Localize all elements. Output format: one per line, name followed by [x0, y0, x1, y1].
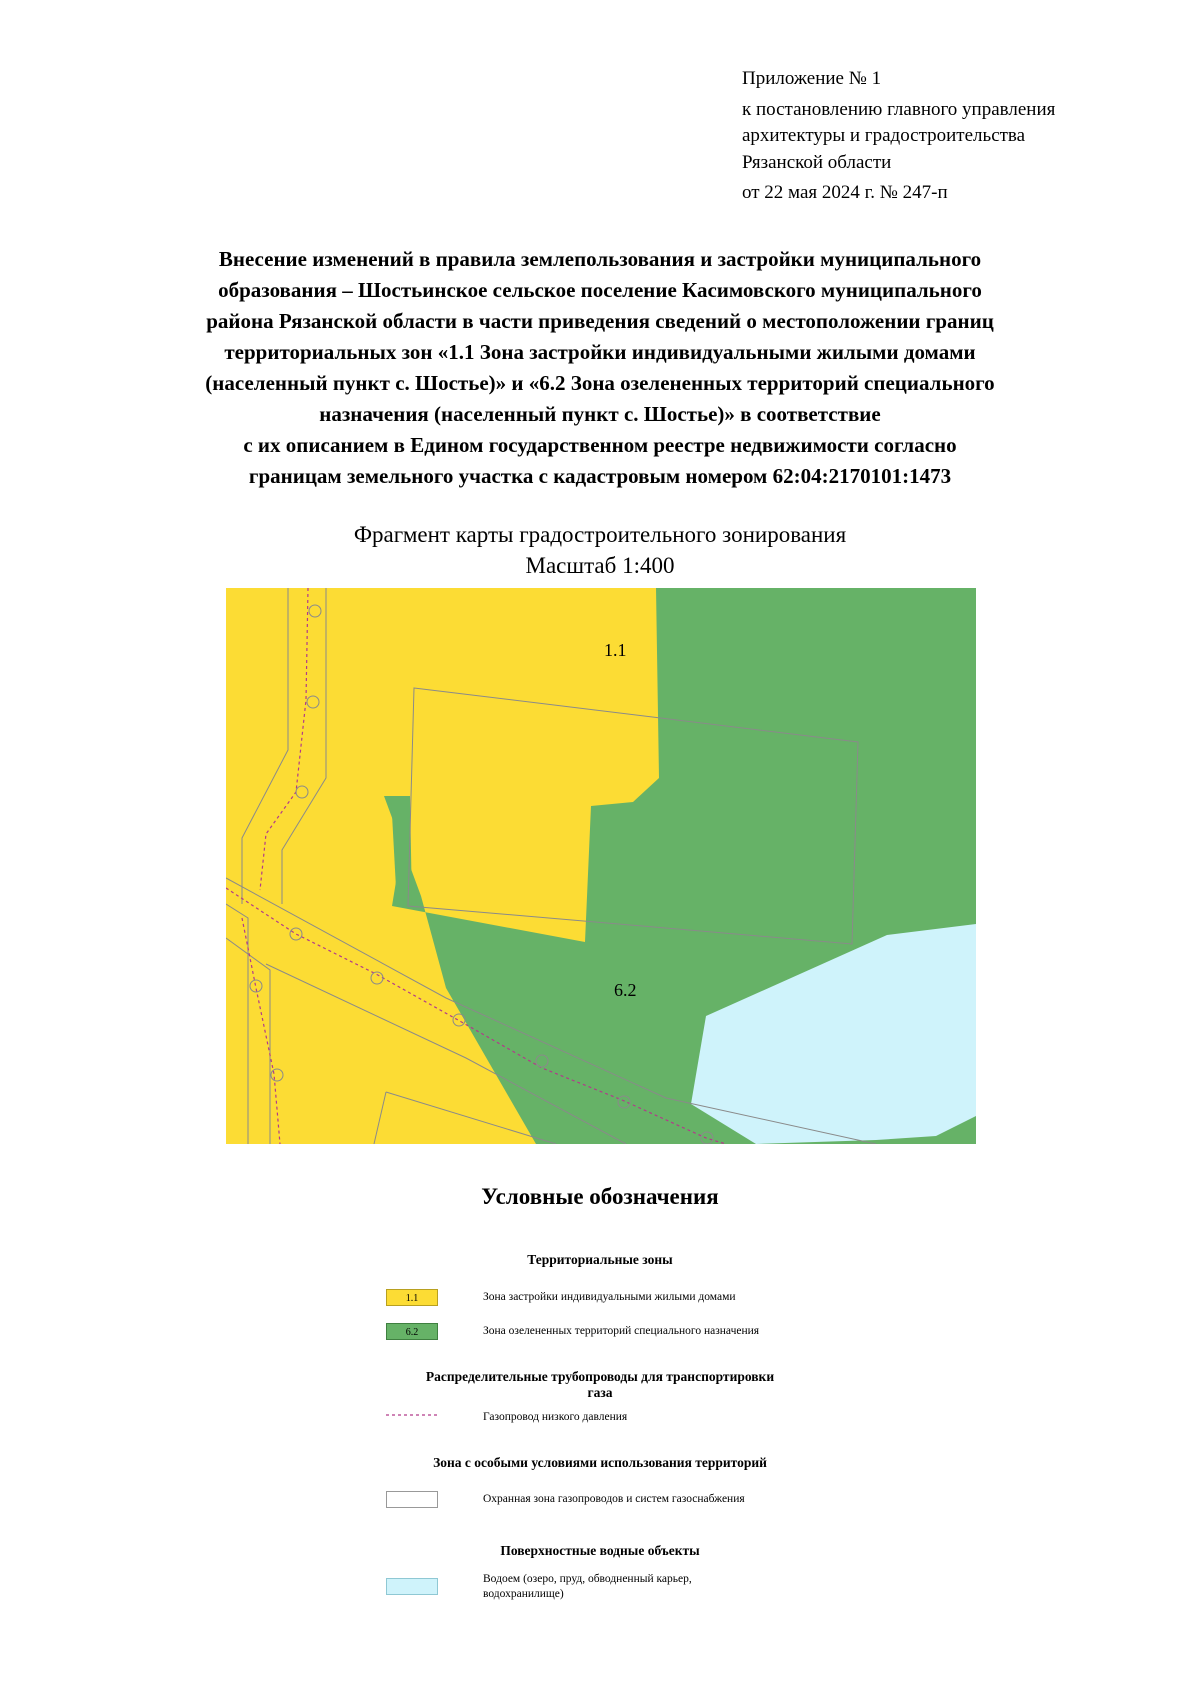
appendix-line: архитектуры и градостроительства — [742, 125, 1026, 146]
appendix-line: Рязанской области — [742, 151, 892, 173]
legend-gas-pipeline-symbol — [386, 1410, 440, 1420]
title-line: территориальных зон «1.1 Зона застройки индивидуальными жилыми домами — [224, 340, 976, 364]
zone-label-green: 6.2 — [614, 980, 637, 1000]
title-line: района Рязанской области в части приведения сведений о местоположении границ — [206, 309, 994, 333]
title-line: назначения (населенный пункт с. Шостье)» в соответствие — [319, 402, 881, 426]
title-line: (населенный пункт с. Шостье)» и «6.2 Зона озелененных территорий специального — [205, 371, 995, 395]
map-scale: Масштаб 1:400 — [525, 553, 675, 578]
legend-label-residential: Зона застройки индивидуальными жилыми домами — [483, 1291, 736, 1303]
legend-title: Условные обозначения — [481, 1184, 719, 1209]
legend-section-water: Поверхностные водные объекты — [500, 1543, 700, 1558]
zoning-map-canvas — [226, 588, 976, 1144]
legend-label-water-line: Водоем (озеро, пруд, обводненный карьер, — [483, 1573, 692, 1585]
legend-section-special-zones: Зона с особыми условиями использования территорий — [433, 1455, 767, 1470]
appendix-block — [742, 66, 1055, 207]
legend-label-water-line: водохранилище) — [483, 1588, 564, 1600]
map-caption — [200, 519, 1000, 581]
appendix-date: от 22 мая 2024 г. № 247-п — [742, 182, 948, 203]
legend-label-water — [483, 1572, 692, 1602]
legend-section-territorial-zones: Территориальные зоны — [527, 1252, 673, 1267]
legend-swatch-residential: 1.1 — [386, 1289, 438, 1306]
title-line: Внесение изменений в правила землепользования и застройки муниципального — [218, 247, 982, 271]
legend-swatch-protection-zone — [386, 1491, 438, 1508]
legend-section-gas — [380, 1369, 820, 1401]
appendix-line: к постановлению главного управления — [742, 98, 1056, 120]
legend-label-green: Зона озелененных территорий специального назначения — [483, 1325, 760, 1337]
legend-section-gas-line: газа — [587, 1385, 613, 1400]
document-title — [90, 244, 1110, 492]
title-line: образования – Шостьинское сельское поселение Касимовского муниципального — [218, 278, 982, 302]
zone-label-residential: 1.1 — [604, 640, 627, 660]
legend-section-gas-line: Распределительные трубопроводы для транспортировки — [425, 1369, 775, 1384]
legend-label-gas-pipeline: Газопровод низкого давления — [483, 1411, 628, 1423]
appendix-number: Приложение № 1 — [742, 68, 882, 89]
map-caption-text: Фрагмент карты градостроительного зонирования — [353, 522, 847, 547]
title-line: границам земельного участка с кадастровым номером 62:04:2170101:1473 — [248, 464, 952, 488]
title-line: с их описанием в Едином государственном реестре недвижимости согласно — [243, 433, 957, 457]
zoning-map — [226, 588, 976, 1144]
legend-swatch-water — [386, 1578, 438, 1595]
legend-label-protection-zone: Охранная зона газопроводов и систем газоснабжения — [483, 1493, 745, 1505]
legend-swatch-green: 6.2 — [386, 1323, 438, 1340]
